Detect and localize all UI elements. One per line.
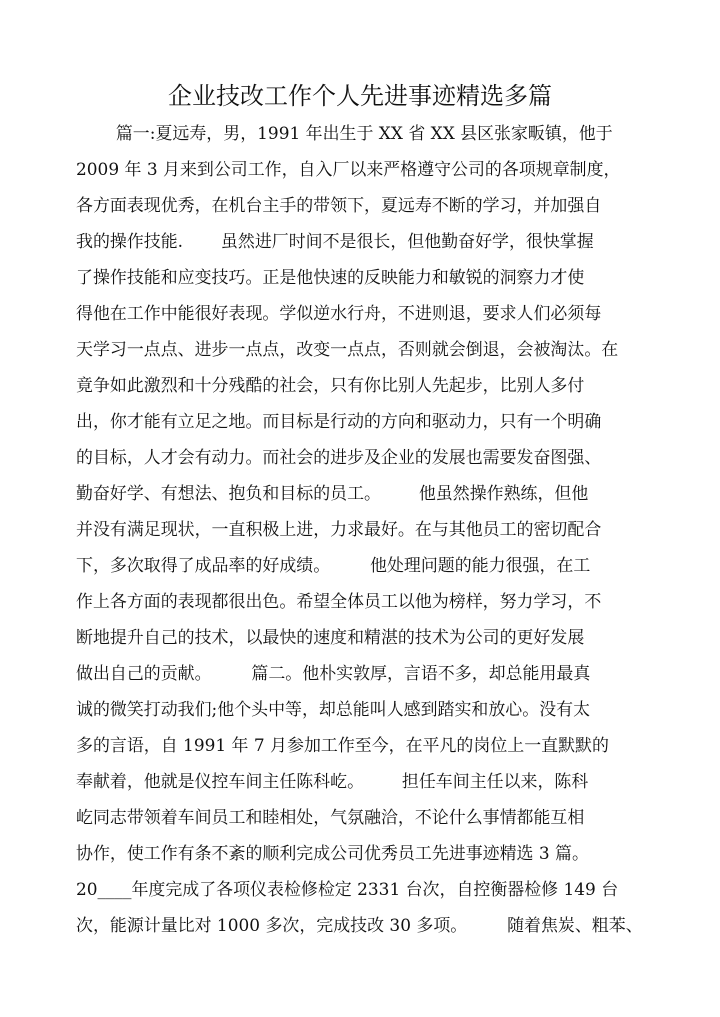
text-line: 得他在工作中能很好表现。学似逆水行舟，不进则退，要求人们必须每	[76, 304, 602, 324]
text-line: 我的操作技能. 虽然进厂时间不是很长，但他勤奋好学，很快掌握	[76, 232, 594, 252]
text-line: 作上各方面的表现都很出色。希望全体员工以他为榜样，努力学习，不	[76, 592, 602, 612]
text-line: 竟争如此激烈和十分残酷的社会，只有你比别人先起步，比别人多付	[76, 376, 585, 396]
text-line: 2009 年 3 月来到公司工作，自入厂以来严格遵守公司的各项规章制度，	[76, 160, 621, 180]
text-line: 的目标，人才会有动力。而社会的进步及企业的发展也需要发奋图强、	[76, 448, 602, 468]
text-line: 篇一:夏远寿，男，1991 年出生于 XX 省 XX 县区张家畈镇，他于	[115, 124, 613, 144]
text-line: 了操作技能和应变技巧。正是他快速的反映能力和敏锐的洞察力才使	[76, 268, 585, 288]
text-line: 多的言语，自 1991 年 7 月参加工作至今，在平凡的岗位上一直默默的	[76, 736, 609, 756]
document-title: 企业技改工作个人先进事迹精选多篇	[168, 82, 552, 110]
text-line: 各方面表现优秀，在机台主手的带领下，夏远寿不断的学习，并加强自	[76, 196, 602, 216]
text-line: 做出自己的贡献。 篇二。他朴实敦厚，言语不多，却总能用最真	[76, 664, 591, 684]
text-line: 协作，使工作有条不紊的顺利完成公司优秀员工先进事迹精选 3 篇。	[76, 844, 589, 864]
text-line: 诚的微笑打动我们;他个头中等，却总能叫人感到踏实和放心。没有太	[76, 700, 591, 720]
text-line: 天学习一点点、进步一点点，改变一点点，否则就会倒退，会被淘汰。在	[76, 340, 619, 360]
text-line: 断地提升自己的技术，以最快的速度和精湛的技术为公司的更好发展	[76, 628, 585, 648]
text-line: 并没有满足现状，一直积极上进，力求最好。在与其他员工的密切配合	[76, 520, 602, 540]
text-line: 下，多次取得了成品率的好成绩。 他处理问题的能力很强，在工	[76, 556, 591, 576]
text-line: 次，能源计量比对 1000 多次，完成技改 30 多项。 随着焦炭、粗苯、	[76, 916, 643, 936]
text-line: 出，你才能有立足之地。而目标是行动的方向和驱动力，只有一个明确	[76, 412, 602, 432]
text-line: 屹同志带领着车间员工和睦相处，气氛融洽，不论什么事情都能互相	[76, 808, 585, 828]
text-line: 20____年度完成了各项仪表检修检定 2331 台次，自控衡器检修 149 台	[76, 880, 619, 900]
text-line: 勤奋好学、有想法、抱负和目标的员工。 他虽然操作熟练，但他	[76, 484, 589, 504]
section-label: 篇一:	[115, 124, 156, 144]
text-line: 奉献着，他就是仪控车间主任陈科屹。 担任车间主任以来，陈科	[76, 772, 589, 792]
